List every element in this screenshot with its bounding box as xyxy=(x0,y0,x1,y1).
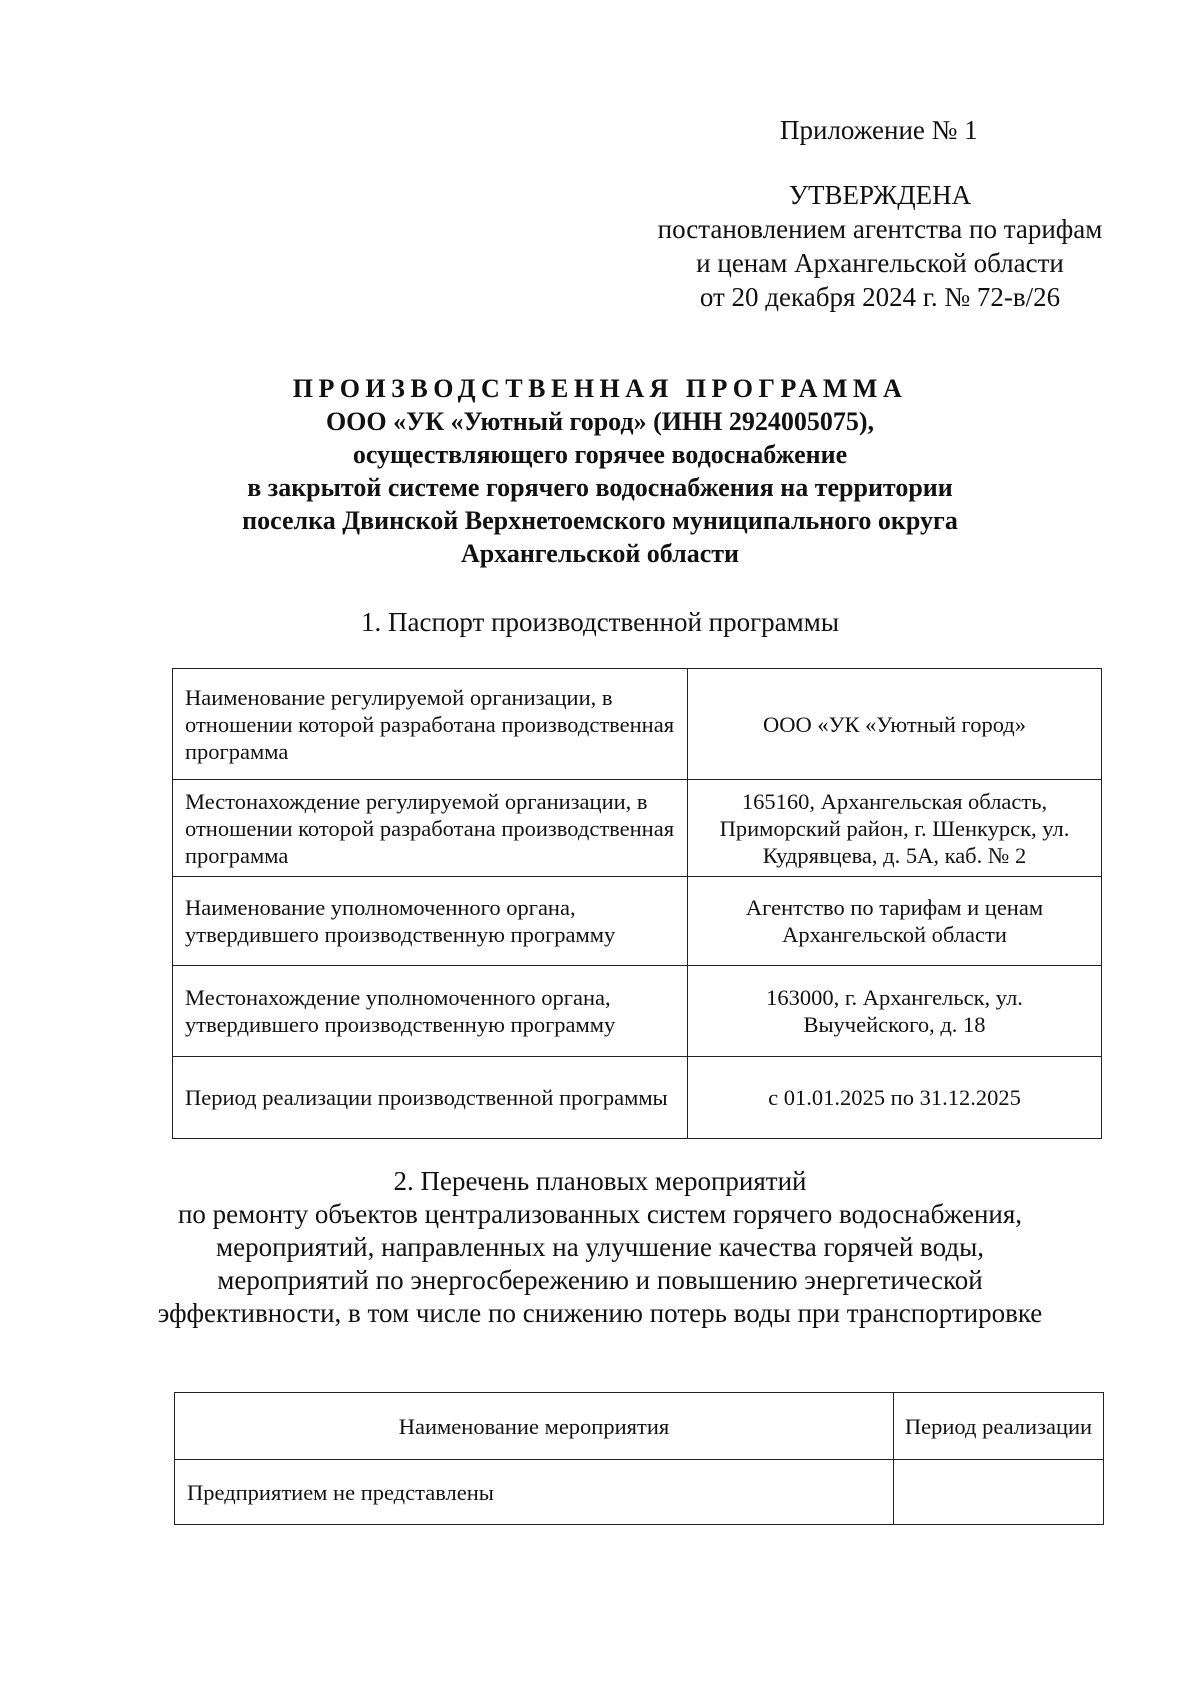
approval-line: от 20 декабря 2024 г. № 72-в/26 xyxy=(699,282,1061,312)
section-heading-text: 2. Перечень плановых мероприятий xyxy=(393,1166,807,1196)
approval-line: постановлением агентства по тарифам xyxy=(657,214,1103,244)
table-row xyxy=(173,877,1102,966)
table-row xyxy=(173,669,1102,780)
passport-value: с 01.01.2025 по 31.12.2025 xyxy=(688,1057,1102,1139)
passport-label: Период реализации производственной программы xyxy=(173,1057,688,1139)
section-heading-text: 1. Паспорт производственной программы xyxy=(361,607,839,637)
measure-period xyxy=(894,1460,1104,1525)
title-line: в закрытой системе горячего водоснабжения на территории xyxy=(247,473,953,502)
table-header-row xyxy=(175,1393,1104,1460)
table-row xyxy=(175,1460,1104,1525)
approval-status: УТВЕРЖДЕНА xyxy=(788,180,972,210)
passport-label: Наименование регулируемой организации, в отношении которой разработана производственная программа xyxy=(173,669,688,780)
section-2-heading xyxy=(150,1165,1050,1330)
title-line: поселка Двинской Верхнетоемского муниципального округа xyxy=(242,506,958,535)
section-heading-text: мероприятий по энергосбережению и повышению энергетической xyxy=(217,1265,983,1295)
document-title xyxy=(150,372,1050,570)
section-heading-text: эффективности, в том числе по снижению потерь воды при транспортировке xyxy=(157,1298,1043,1328)
section-heading-text: по ремонту объектов централизованных систем горячего водоснабжения, xyxy=(177,1199,1023,1229)
table-row xyxy=(173,966,1102,1057)
table-row xyxy=(173,780,1102,877)
section-heading-text: мероприятий, направленных на улучшение качества горячей воды, xyxy=(216,1232,984,1262)
passport-value: 163000, г. Архангельск, ул. Выучейского, д. 18 xyxy=(688,966,1102,1057)
passport-label: Местонахождение регулируемой организации, в отношении которой разработана производственная программа xyxy=(173,780,688,877)
section-1-heading xyxy=(150,606,1050,639)
title-line: Архангельской области xyxy=(460,539,740,568)
passport-value: Агентство по тарифам и ценам Архангельской области xyxy=(688,877,1102,966)
title-line: осуществляющего горячее водоснабжение xyxy=(352,440,848,469)
title-line: ООО «УК «Уютный город» (ИНН 2924005075), xyxy=(325,407,875,436)
passport-value: 165160, Архангельская область, Приморский район, г. Шенкурск, ул. Кудрявцева, д. 5А, каб. № 2 xyxy=(688,780,1102,877)
measures-table xyxy=(174,1392,1104,1525)
appendix-label: Приложение № 1 xyxy=(780,115,978,145)
title-line: ПРОИЗВОДСТВЕННАЯ ПРОГРАММА xyxy=(292,374,908,403)
approval-line: и ценам Архангельской области xyxy=(696,248,1064,278)
table-row xyxy=(173,1057,1102,1139)
passport-label: Местонахождение уполномоченного органа, утвердившего производственную программу xyxy=(173,966,688,1057)
column-header-name: Наименование мероприятия xyxy=(175,1393,894,1460)
measure-name: Предприятием не представлены xyxy=(175,1460,894,1525)
passport-table xyxy=(172,668,1102,1139)
approval-block xyxy=(640,178,1120,314)
passport-label: Наименование уполномоченного органа, утвердившего производственную программу xyxy=(173,877,688,966)
passport-value: ООО «УК «Уютный город» xyxy=(688,669,1102,780)
column-header-period: Период реализации xyxy=(894,1393,1104,1460)
